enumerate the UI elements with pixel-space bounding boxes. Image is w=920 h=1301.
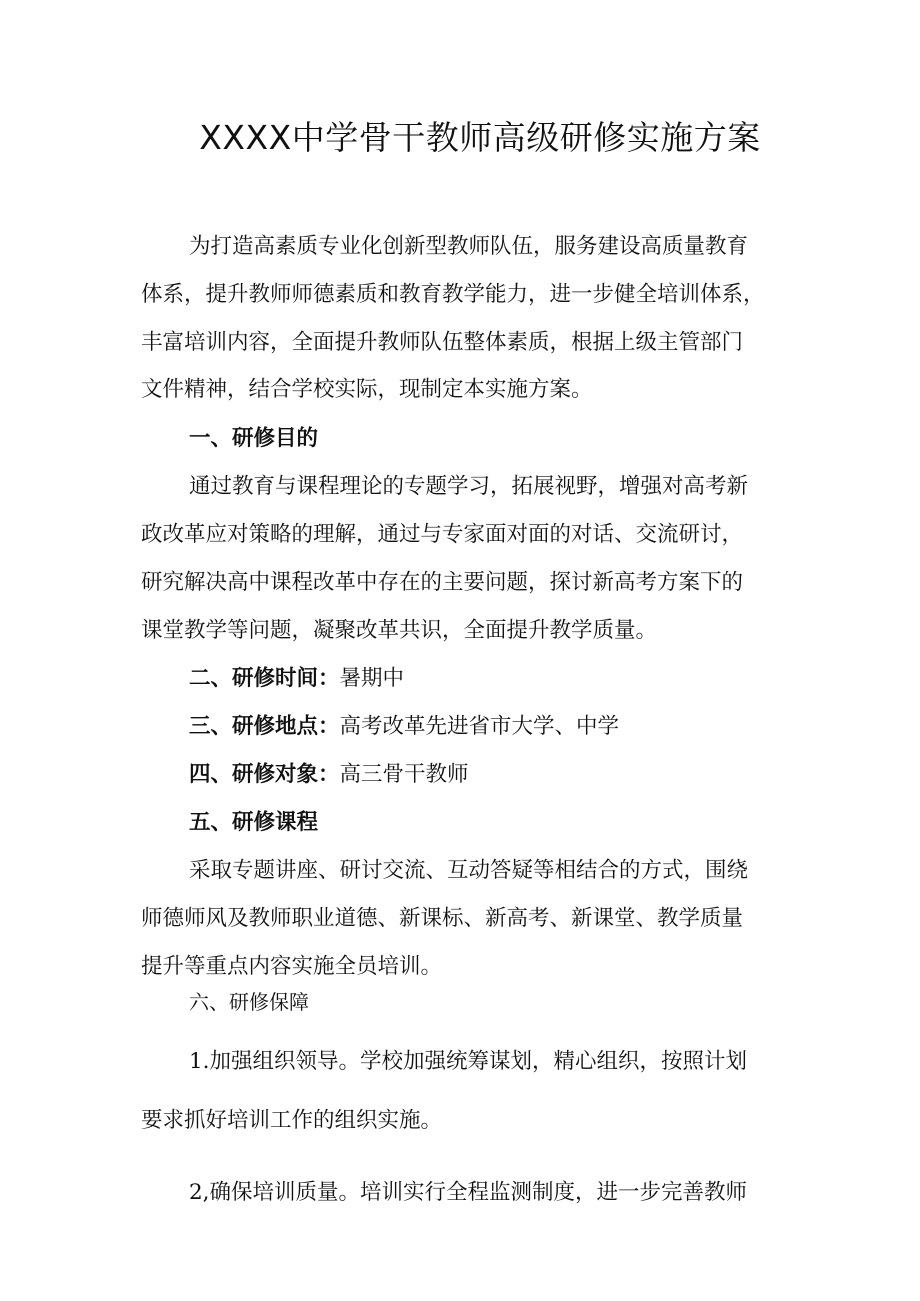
intro-line-1: 为打造高素质专业化创新型教师队伍，服务建设高质量教育 — [189, 234, 749, 259]
intro-line-4: 文件精神，结合学校实际，现制定本实施方案。 — [141, 377, 593, 402]
section-6-item-2-line-1: 2,确保培训质量。培训实行全程监测制度，进一步完善教师 — [189, 1180, 748, 1205]
section-1-line-1: 通过教育与课程理论的专题学习，拓展视野，增强对高考新 — [189, 474, 749, 499]
section-6-item-1-line-2: 要求抓好培训工作的组织实施。 — [141, 1108, 443, 1133]
section-5-heading: 五、研修课程 — [189, 810, 319, 835]
section-6-item-1-line-1: 1.加强组织领导。学校加强统筹谋划，精心组织，按照计划 — [189, 1049, 748, 1074]
intro-line-2: 体系，提升教师师德素质和教育教学能力，进一步健全培训体系， — [141, 282, 765, 307]
section-1-heading: 一、研修目的 — [189, 426, 319, 451]
section-5-line-3: 提升等重点内容实施全员培训。 — [141, 954, 443, 979]
section-1-line-4: 课堂教学等问题，凝聚改革共识，全面提升教学质量。 — [141, 618, 658, 643]
section-1-line-3: 研究解决高中课程改革中存在的主要问题，探讨新高考方案下的 — [141, 570, 744, 595]
section-2-row — [189, 661, 404, 692]
section-2-label: 二、研修时间： — [189, 666, 340, 691]
section-6-heading: 六、研修保障 — [189, 990, 309, 1014]
section-5-line-2: 师德师风及教师职业道德、新课标、新高考、新课堂、教学质量 — [141, 906, 744, 931]
section-4-value: 高三骨干教师 — [339, 762, 469, 787]
section-4-label: 四、研修对象： — [189, 762, 340, 787]
section-3-row — [189, 709, 619, 740]
section-3-value: 高考改革先进省市大学、中学 — [339, 714, 620, 739]
section-5-line-1: 采取专题讲座、研讨交流、互动答疑等相结合的方式，围绕 — [189, 858, 749, 883]
section-4-row — [189, 757, 469, 788]
document-title: XXXX中学骨干教师高级研修实施方案 — [199, 118, 761, 157]
section-2-value: 暑期中 — [339, 666, 405, 691]
section-3-label: 三、研修地点： — [189, 714, 340, 739]
intro-line-3: 丰富培训内容，全面提升教师队伍整体素质，根据上级主管部门 — [141, 330, 744, 355]
section-1-line-2: 政改革应对策略的理解，通过与专家面对面的对话、交流研讨， — [141, 522, 744, 547]
